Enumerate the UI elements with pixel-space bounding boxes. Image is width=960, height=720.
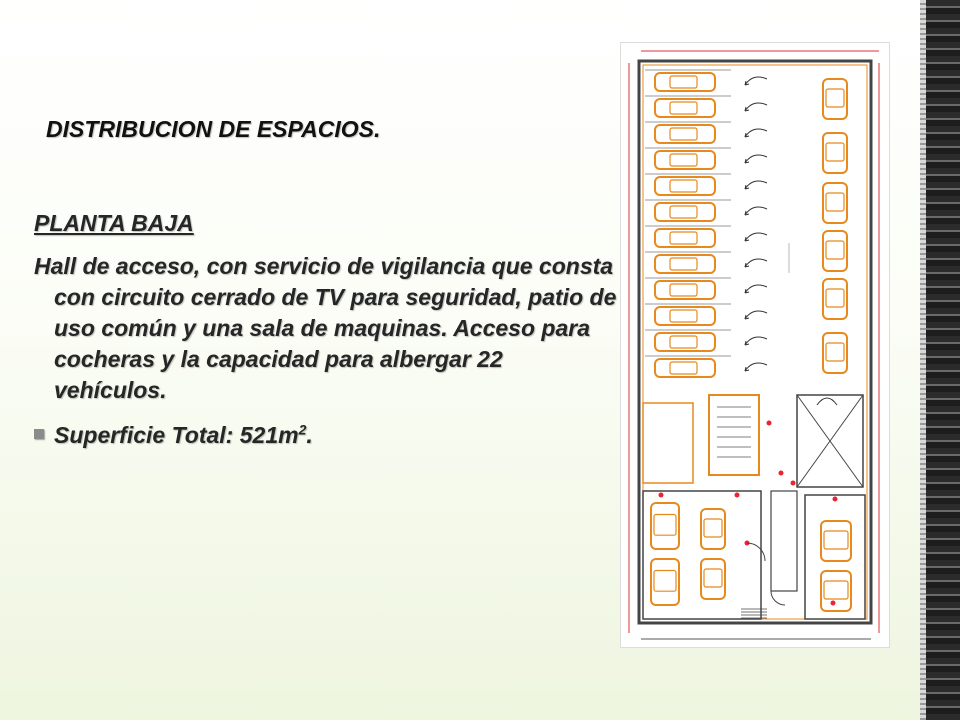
- camera-marker-icon: [767, 421, 772, 426]
- bullet-suffix: .: [306, 422, 313, 448]
- slide-body: [34, 208, 620, 451]
- bullet-superscript: 2: [298, 421, 307, 438]
- camera-marker-icon: [831, 601, 836, 606]
- camera-marker-icon: [779, 471, 784, 476]
- camera-marker-icon: [735, 493, 740, 498]
- car-icon: [651, 559, 679, 605]
- door-arc: [771, 591, 785, 605]
- slide-border-decoration: [926, 0, 960, 720]
- description-paragraph: Hall de acceso, con servicio de vigilancia que consta con circuito cerrado de TV para seguridad, patio de uso común y una sala de maquinas. Acceso para cocheras y la capacidad para albergar 22 vehículos.: [34, 253, 617, 403]
- bullet-label: Superficie Total: 521m: [54, 422, 299, 448]
- car-icon: [651, 503, 679, 549]
- floor-plan-drawing: [621, 43, 889, 647]
- camera-marker-icon: [791, 481, 796, 486]
- camera-marker-icon: [833, 497, 838, 502]
- slide-heading: DISTRIBUCION DE ESPACIOS.: [46, 116, 381, 142]
- camera-marker-icon: [659, 493, 664, 498]
- door-arc: [747, 543, 765, 561]
- car-icon: [821, 521, 851, 561]
- hall-corridor: [771, 491, 797, 591]
- arrow-icon: [817, 398, 837, 405]
- square-bullet-icon: [34, 429, 44, 439]
- bullet-item: [34, 420, 620, 451]
- floor-plan-image: [620, 42, 890, 648]
- room-wall: [643, 403, 693, 483]
- car-icon: [821, 571, 851, 611]
- section-subheading: PLANTA BAJA: [34, 210, 194, 236]
